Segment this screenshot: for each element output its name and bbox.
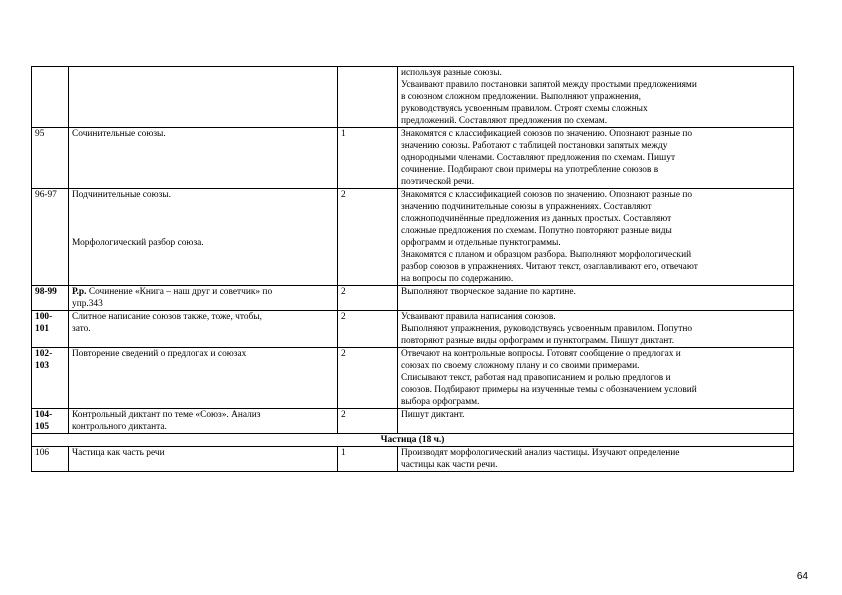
- activity-line: на вопросы по содержанию.: [401, 274, 514, 284]
- section-heading: Частица (18 ч.): [32, 434, 794, 447]
- hours-cell: 2: [338, 311, 398, 348]
- table-row: [32, 409, 794, 434]
- activity-line: разбор союзов в упражнениях. Читают текст, озаглавливают его, отвечают: [401, 262, 698, 272]
- activity-line: Выполняют упражнения, руководствуясь усвоенным правилом. Попутно: [401, 324, 693, 334]
- lesson-number: 103: [35, 361, 50, 371]
- table-row: [32, 348, 794, 409]
- table-row: [32, 128, 794, 189]
- lesson-topic-cell: Сочинительные союзы.: [69, 128, 338, 189]
- lesson-number: 104-: [35, 410, 53, 420]
- lesson-number: 100-: [35, 312, 53, 322]
- lesson-number-cell: 98-99: [32, 286, 69, 311]
- lesson-topic-cell: [69, 311, 338, 348]
- lesson-topic-cell: [69, 409, 338, 434]
- hours-cell: 2: [338, 348, 398, 409]
- hours-cell: 2: [338, 409, 398, 434]
- activity-line: союзов. Подбирают примеры на изученные темы с обозначением условий: [401, 385, 697, 395]
- spacer: [72, 201, 334, 237]
- activity-line: однородными членами. Составляют предложения по схемам. Пишут: [401, 153, 676, 163]
- lesson-topic: Контрольный диктант по теме «Союз». Анализ: [72, 410, 261, 420]
- activity-line: предложений. Составляют предложения по схемам.: [401, 116, 608, 126]
- activities-cell: [398, 409, 794, 434]
- activity-line: сочинение. Подбирают свои примеры на употребление союзов в: [401, 165, 659, 175]
- activity-line: Усваивают правила написания союзов.: [401, 312, 556, 322]
- activity-line: Знакомятся с планом и образцом разбора. Выполняют морфологический: [401, 250, 692, 260]
- lesson-number-cell: 96-97: [32, 189, 69, 286]
- lesson-number-cell: [32, 348, 69, 409]
- activities-cell: [398, 189, 794, 286]
- lesson-topic: контрольного диктанта.: [72, 422, 167, 432]
- activity-line: значению подчинительные союзы в упражнениях. Составляют: [401, 202, 652, 212]
- activity-line: поэтической речи.: [401, 177, 475, 187]
- hours-cell: 2: [338, 189, 398, 286]
- activities-cell: [398, 348, 794, 409]
- lesson-number: 105: [35, 422, 50, 432]
- activity-line: орфограмм и отдельные пунктограммы.: [401, 238, 561, 248]
- lesson-topic: зато.: [72, 324, 91, 334]
- table-row: [32, 189, 794, 286]
- lesson-plan-table: [31, 66, 794, 472]
- activity-line: союзах по своему сложному плану и со своими примерами.: [401, 361, 640, 371]
- activity-line: Пишут диктант.: [401, 410, 465, 420]
- lesson-topic: Слитное написание союзов также, тоже, чтобы,: [72, 312, 262, 322]
- activity-line: выбора орфограмм.: [401, 397, 480, 407]
- activities-cell: [398, 447, 794, 472]
- lesson-number: 101: [35, 324, 50, 334]
- activity-line: Производят морфологический анализ частицы. Изучают определение: [401, 448, 680, 458]
- lesson-topic-cell: [69, 189, 338, 286]
- lesson-topic-text: Сочинение «Книга – наш друг и советчик» по: [88, 287, 273, 297]
- activities-cell: [398, 286, 794, 311]
- activity-line: Списывают текст, работая над правописанием и ролью предлогов и: [401, 373, 671, 383]
- activity-line: сложноподчинённые предложения из данных простых. Составляют: [401, 214, 672, 224]
- lesson-number: 102-: [35, 349, 53, 359]
- hours-cell: 1: [338, 128, 398, 189]
- activity-line: сложные предложения по схемам. Попутно повторяют разные виды: [401, 226, 672, 236]
- activity-line: Знакомятся с классификацией союзов по значению. Опознают разные по: [401, 190, 693, 200]
- lesson-topic-cell: Частица как часть речи: [69, 447, 338, 472]
- activity-line: используя разные союзы.: [401, 68, 502, 78]
- lesson-topic-cell: [69, 286, 338, 311]
- activities-cell: [398, 67, 794, 128]
- lesson-number-cell: 95: [32, 128, 69, 189]
- table-row: [32, 447, 794, 472]
- lesson-topic-cell: Повторение сведений о предлогах и союзах: [69, 348, 338, 409]
- lesson-topic: Подчинительные союзы.: [72, 190, 171, 200]
- section-heading-row: [32, 434, 794, 447]
- activity-line: Отвечают на контрольные вопросы. Готовят сообщение о предлогах и: [401, 349, 681, 359]
- activity-line: Знакомятся с классификацией союзов по значению. Опознают разные по: [401, 129, 693, 139]
- activity-line: частицы как части речи.: [401, 460, 498, 470]
- lesson-topic: Морфологический разбор союза.: [72, 238, 204, 248]
- activities-cell: [398, 311, 794, 348]
- lesson-topic-cell: [69, 67, 338, 128]
- speech-development-label: Р.р.: [72, 287, 87, 297]
- activity-line: Выполняют творческое задание по картине.: [401, 287, 576, 297]
- lesson-number-cell: [32, 409, 69, 434]
- activity-line: в союзном сложном предложении. Выполняют упражнения,: [401, 92, 641, 102]
- lesson-topic: упр.343: [72, 299, 103, 309]
- hours-cell: [338, 67, 398, 128]
- activities-cell: [398, 128, 794, 189]
- table-row: [32, 67, 794, 128]
- activity-line: повторяют разные виды орфограмм и пунктограмм. Пишут диктант.: [401, 336, 675, 346]
- lesson-topic: [72, 286, 334, 298]
- page-number: 64: [796, 571, 808, 582]
- activity-line: значению союзы. Работают с таблицей постановки запятых между: [401, 141, 668, 151]
- hours-cell: 1: [338, 447, 398, 472]
- lesson-number-cell: 106: [32, 447, 69, 472]
- table-row: [32, 286, 794, 311]
- activity-line: руководствуясь усвоенным правилом. Строят схемы сложных: [401, 104, 648, 114]
- hours-cell: 2: [338, 286, 398, 311]
- lesson-number-cell: [32, 311, 69, 348]
- table-row: [32, 311, 794, 348]
- lesson-number-cell: [32, 67, 69, 128]
- activity-line: Усваивают правило постановки запятой между простыми предложениями: [401, 80, 697, 90]
